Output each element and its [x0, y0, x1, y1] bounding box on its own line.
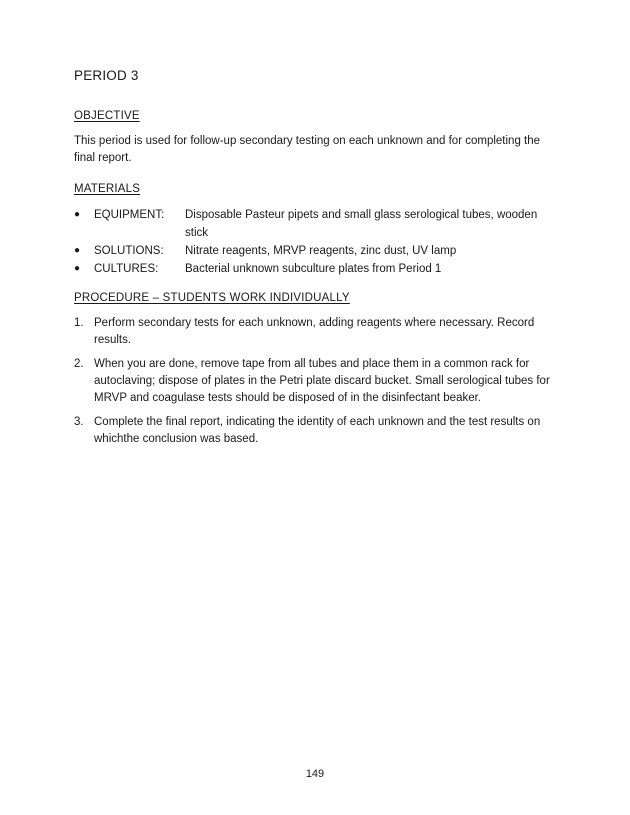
materials-list — [74, 206, 558, 278]
step-number: 3. — [74, 416, 84, 428]
step-number: 2. — [74, 358, 84, 370]
material-value: Disposable Pasteur pipets and small glass serological tubes, wooden stick — [185, 209, 538, 239]
material-label: CULTURES: — [94, 263, 159, 275]
material-label: EQUIPMENT: — [94, 209, 165, 221]
step-text: Complete the final report, indicating the identity of each unknown and the test results on whichthe conclusion was based. — [94, 416, 541, 445]
objective-paragraph: This period is used for follow-up secondary testing on each unknown and for completing the final report. — [74, 135, 541, 164]
list-item — [74, 315, 558, 349]
list-item — [74, 414, 558, 448]
page-title: PERIOD 3 — [74, 68, 139, 83]
materials-heading: MATERIALS — [74, 183, 141, 195]
material-label: SOLUTIONS: — [94, 245, 164, 257]
procedure-list — [74, 315, 558, 448]
procedure-heading: PROCEDURE – STUDENTS WORK INDIVIDUALLY — [74, 292, 350, 304]
bullet-icon: ● — [74, 209, 81, 220]
list-item — [74, 206, 558, 242]
bullet-icon: ● — [74, 245, 81, 256]
step-text: Perform secondary tests for each unknown, adding reagents where necessary. Record results. — [94, 317, 535, 346]
list-item — [74, 356, 558, 407]
list-item — [74, 260, 558, 278]
page-content — [74, 68, 558, 455]
step-text: When you are done, remove tape from all tubes and place them in a common rack for autoclaving; dispose of plates in the Petri plate discard bucket. Small serological tubes for MRVP and coagulase tests should be disposed of in the disinfectant beaker. — [94, 358, 550, 404]
list-item — [74, 242, 558, 260]
material-value: Bacterial unknown subculture plates from Period 1 — [185, 263, 442, 275]
page-number: 149 — [305, 768, 325, 780]
step-number: 1. — [74, 317, 84, 329]
material-value: Nitrate reagents, MRVP reagents, zinc dust, UV lamp — [185, 245, 457, 257]
objective-heading: OBJECTIVE — [74, 110, 140, 122]
bullet-icon: ● — [74, 263, 81, 274]
